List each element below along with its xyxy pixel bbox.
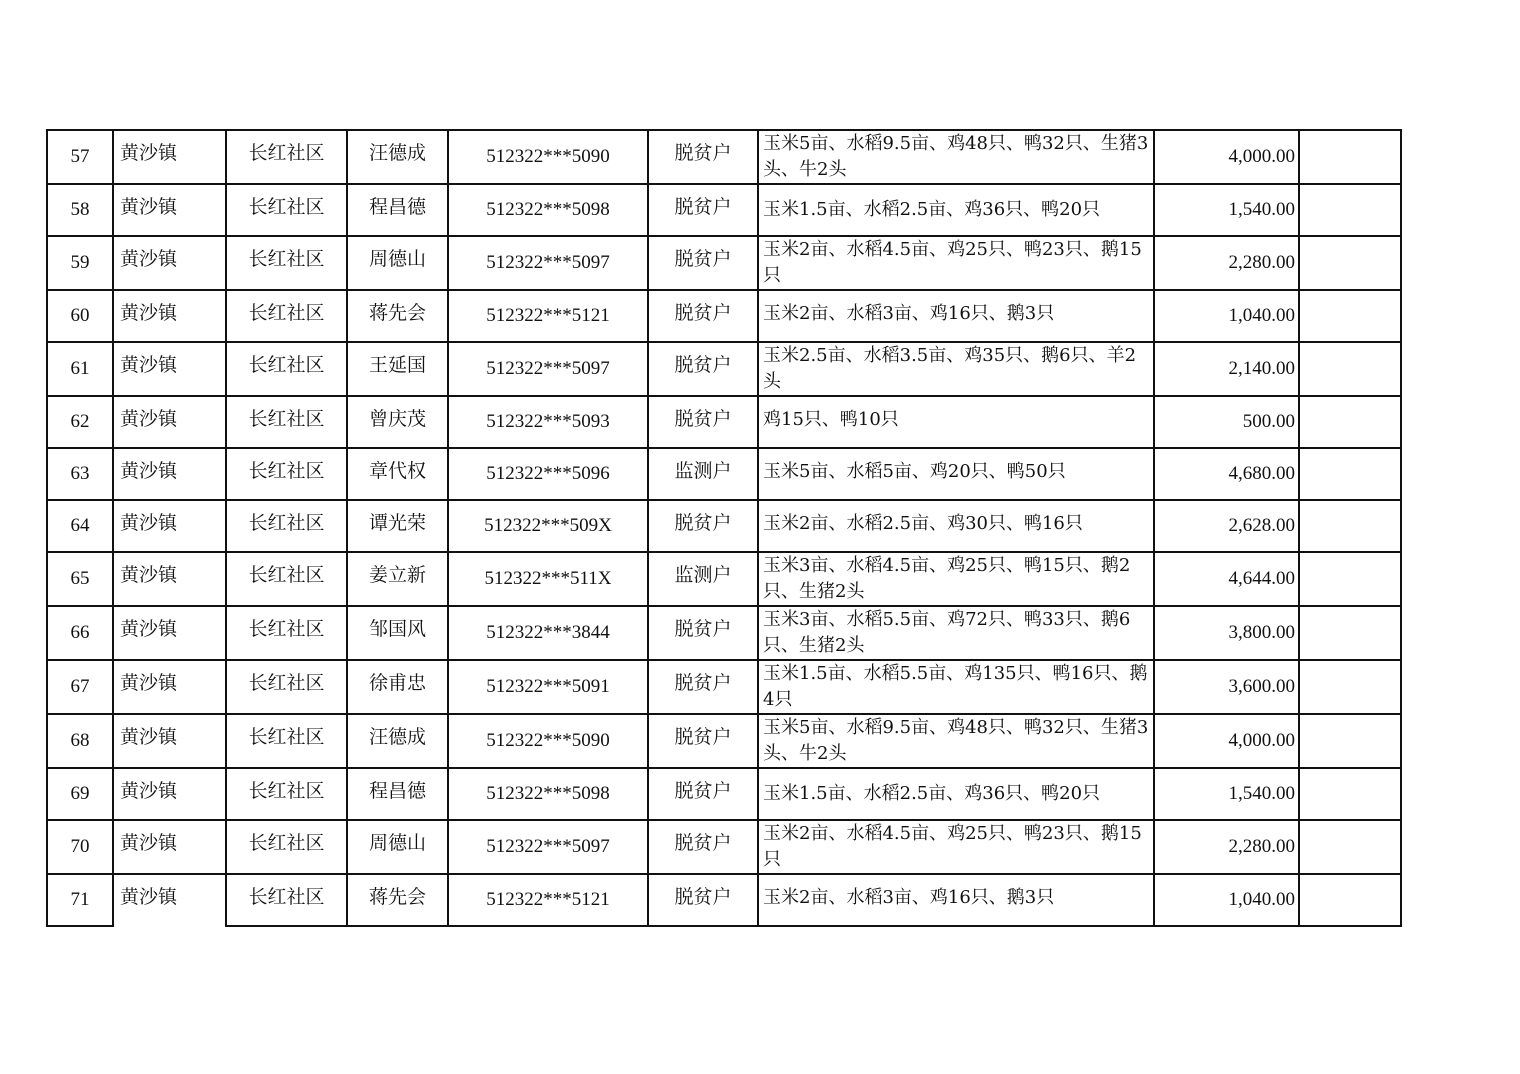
table-row [47,552,1401,606]
table-row [47,396,1401,448]
community-cell: 长红社区 [226,714,347,768]
row-index-cell: 71 [47,874,113,926]
production-description-cell: 玉米2亩、水稻3亩、鸡16只、鹅3只 [758,290,1154,342]
remarks-cell [1299,448,1401,500]
production-description-cell: 玉米2亩、水稻4.5亩、鸡25只、鸭23只、鹅15只 [758,236,1154,290]
row-index-cell: 58 [47,184,113,236]
subsidy-amount-cell: 4,000.00 [1154,714,1299,768]
id-number-cell: 512322***5097 [448,236,648,290]
town-cell: 黄沙镇 [113,660,226,714]
id-number-cell: 512322***3844 [448,606,648,660]
subsidy-amount-cell: 4,644.00 [1154,552,1299,606]
remarks-cell [1299,130,1401,184]
id-number-cell: 512322***5096 [448,448,648,500]
row-index-cell: 66 [47,606,113,660]
town-cell: 黄沙镇 [113,290,226,342]
table-row [47,500,1401,552]
subsidy-amount-cell: 4,680.00 [1154,448,1299,500]
id-number-cell: 512322***5098 [448,184,648,236]
row-index-cell: 60 [47,290,113,342]
community-cell: 长红社区 [226,448,347,500]
table-row [47,448,1401,500]
subsidy-amount-cell: 2,280.00 [1154,236,1299,290]
id-number-cell: 512322***5097 [448,820,648,874]
table-row [47,130,1401,184]
subsidy-amount-cell: 1,540.00 [1154,184,1299,236]
community-cell: 长红社区 [226,290,347,342]
town-cell: 黄沙镇 [113,768,226,820]
name-cell: 徐甫忠 [347,660,448,714]
table-row [47,660,1401,714]
table-row [47,290,1401,342]
subsidy-amount-cell: 2,280.00 [1154,820,1299,874]
production-description-cell: 玉米1.5亩、水稻5.5亩、鸡135只、鸭16只、鹅4只 [758,660,1154,714]
town-cell: 黄沙镇 [113,342,226,396]
production-description-cell: 玉米2亩、水稻3亩、鸡16只、鹅3只 [758,874,1154,926]
production-description-cell: 玉米3亩、水稻4.5亩、鸡25只、鸭15只、鹅2只、生猪2头 [758,552,1154,606]
table-row [47,820,1401,874]
id-number-cell: 512322***511X [448,552,648,606]
town-cell: 黄沙镇 [113,874,226,926]
town-cell: 黄沙镇 [113,500,226,552]
town-cell: 黄沙镇 [113,448,226,500]
subsidy-amount-cell: 1,040.00 [1154,290,1299,342]
table-row [47,874,1401,926]
subsidy-amount-cell: 4,000.00 [1154,130,1299,184]
community-cell: 长红社区 [226,552,347,606]
id-number-cell: 512322***5091 [448,660,648,714]
remarks-cell [1299,552,1401,606]
town-cell: 黄沙镇 [113,552,226,606]
table-row [47,236,1401,290]
household-type-cell: 监测户 [648,552,758,606]
household-type-cell: 脱贫户 [648,714,758,768]
production-description-cell: 玉米5亩、水稻5亩、鸡20只、鸭50只 [758,448,1154,500]
row-index-cell: 64 [47,500,113,552]
row-index-cell: 61 [47,342,113,396]
household-type-cell: 脱贫户 [648,768,758,820]
community-cell: 长红社区 [226,236,347,290]
id-number-cell: 512322***5097 [448,342,648,396]
row-index-cell: 67 [47,660,113,714]
community-cell: 长红社区 [226,606,347,660]
id-number-cell: 512322***5121 [448,290,648,342]
community-cell: 长红社区 [226,768,347,820]
household-type-cell: 脱贫户 [648,500,758,552]
id-number-cell: 512322***509X [448,500,648,552]
household-type-cell: 脱贫户 [648,236,758,290]
production-description-cell: 玉米1.5亩、水稻2.5亩、鸡36只、鸭20只 [758,768,1154,820]
row-index-cell: 62 [47,396,113,448]
remarks-cell [1299,768,1401,820]
id-number-cell: 512322***5098 [448,768,648,820]
subsidy-amount-cell: 1,040.00 [1154,874,1299,926]
household-type-cell: 脱贫户 [648,820,758,874]
production-description-cell: 玉米2.5亩、水稻3.5亩、鸡35只、鹅6只、羊2头 [758,342,1154,396]
remarks-cell [1299,236,1401,290]
town-cell: 黄沙镇 [113,714,226,768]
name-cell: 章代权 [347,448,448,500]
remarks-cell [1299,396,1401,448]
subsidy-amount-cell: 2,628.00 [1154,500,1299,552]
name-cell: 程昌德 [347,184,448,236]
name-cell: 汪德成 [347,714,448,768]
production-description-cell: 鸡15只、鸭10只 [758,396,1154,448]
id-number-cell: 512322***5121 [448,874,648,926]
remarks-cell [1299,874,1401,926]
household-type-cell: 脱贫户 [648,290,758,342]
household-type-cell: 脱贫户 [648,874,758,926]
town-cell: 黄沙镇 [113,236,226,290]
name-cell: 谭光荣 [347,500,448,552]
subsidy-amount-cell: 3,800.00 [1154,606,1299,660]
remarks-cell [1299,660,1401,714]
name-cell: 王延国 [347,342,448,396]
name-cell: 蒋先会 [347,290,448,342]
remarks-cell [1299,290,1401,342]
name-cell: 汪德成 [347,130,448,184]
row-index-cell: 69 [47,768,113,820]
town-cell: 黄沙镇 [113,606,226,660]
name-cell: 曾庆茂 [347,396,448,448]
household-type-cell: 脱贫户 [648,342,758,396]
household-type-cell: 脱贫户 [648,184,758,236]
community-cell: 长红社区 [226,660,347,714]
production-description-cell: 玉米1.5亩、水稻2.5亩、鸡36只、鸭20只 [758,184,1154,236]
row-index-cell: 70 [47,820,113,874]
household-type-cell: 监测户 [648,448,758,500]
name-cell: 周德山 [347,236,448,290]
community-cell: 长红社区 [226,820,347,874]
household-type-cell: 脱贫户 [648,660,758,714]
production-description-cell: 玉米3亩、水稻5.5亩、鸡72只、鸭33只、鹅6只、生猪2头 [758,606,1154,660]
production-description-cell: 玉米2亩、水稻4.5亩、鸡25只、鸭23只、鹅15只 [758,820,1154,874]
remarks-cell [1299,820,1401,874]
table-row [47,714,1401,768]
production-description-cell: 玉米5亩、水稻9.5亩、鸡48只、鸭32只、生猪3头、牛2头 [758,714,1154,768]
community-cell: 长红社区 [226,396,347,448]
production-description-cell: 玉米2亩、水稻2.5亩、鸡30只、鸭16只 [758,500,1154,552]
subsidy-amount-cell: 3,600.00 [1154,660,1299,714]
community-cell: 长红社区 [226,874,347,926]
community-cell: 长红社区 [226,342,347,396]
name-cell: 蒋先会 [347,874,448,926]
community-cell: 长红社区 [226,184,347,236]
town-cell: 黄沙镇 [113,820,226,874]
remarks-cell [1299,606,1401,660]
subsidy-amount-cell: 1,540.00 [1154,768,1299,820]
household-type-cell: 脱贫户 [648,396,758,448]
id-number-cell: 512322***5090 [448,130,648,184]
name-cell: 邹国风 [347,606,448,660]
production-description-cell: 玉米5亩、水稻9.5亩、鸡48只、鸭32只、生猪3头、牛2头 [758,130,1154,184]
remarks-cell [1299,500,1401,552]
remarks-cell [1299,184,1401,236]
id-number-cell: 512322***5090 [448,714,648,768]
community-cell: 长红社区 [226,500,347,552]
household-type-cell: 脱贫户 [648,130,758,184]
row-index-cell: 65 [47,552,113,606]
subsidy-amount-cell: 500.00 [1154,396,1299,448]
row-index-cell: 68 [47,714,113,768]
beneficiary-table [46,129,1402,927]
row-index-cell: 57 [47,130,113,184]
town-cell: 黄沙镇 [113,130,226,184]
table-row [47,606,1401,660]
id-number-cell: 512322***5093 [448,396,648,448]
community-cell: 长红社区 [226,130,347,184]
town-cell: 黄沙镇 [113,184,226,236]
name-cell: 程昌德 [347,768,448,820]
row-index-cell: 59 [47,236,113,290]
name-cell: 姜立新 [347,552,448,606]
row-index-cell: 63 [47,448,113,500]
table-row [47,342,1401,396]
table-row [47,768,1401,820]
table-row [47,184,1401,236]
name-cell: 周德山 [347,820,448,874]
remarks-cell [1299,714,1401,768]
town-cell: 黄沙镇 [113,396,226,448]
remarks-cell [1299,342,1401,396]
subsidy-amount-cell: 2,140.00 [1154,342,1299,396]
household-type-cell: 脱贫户 [648,606,758,660]
